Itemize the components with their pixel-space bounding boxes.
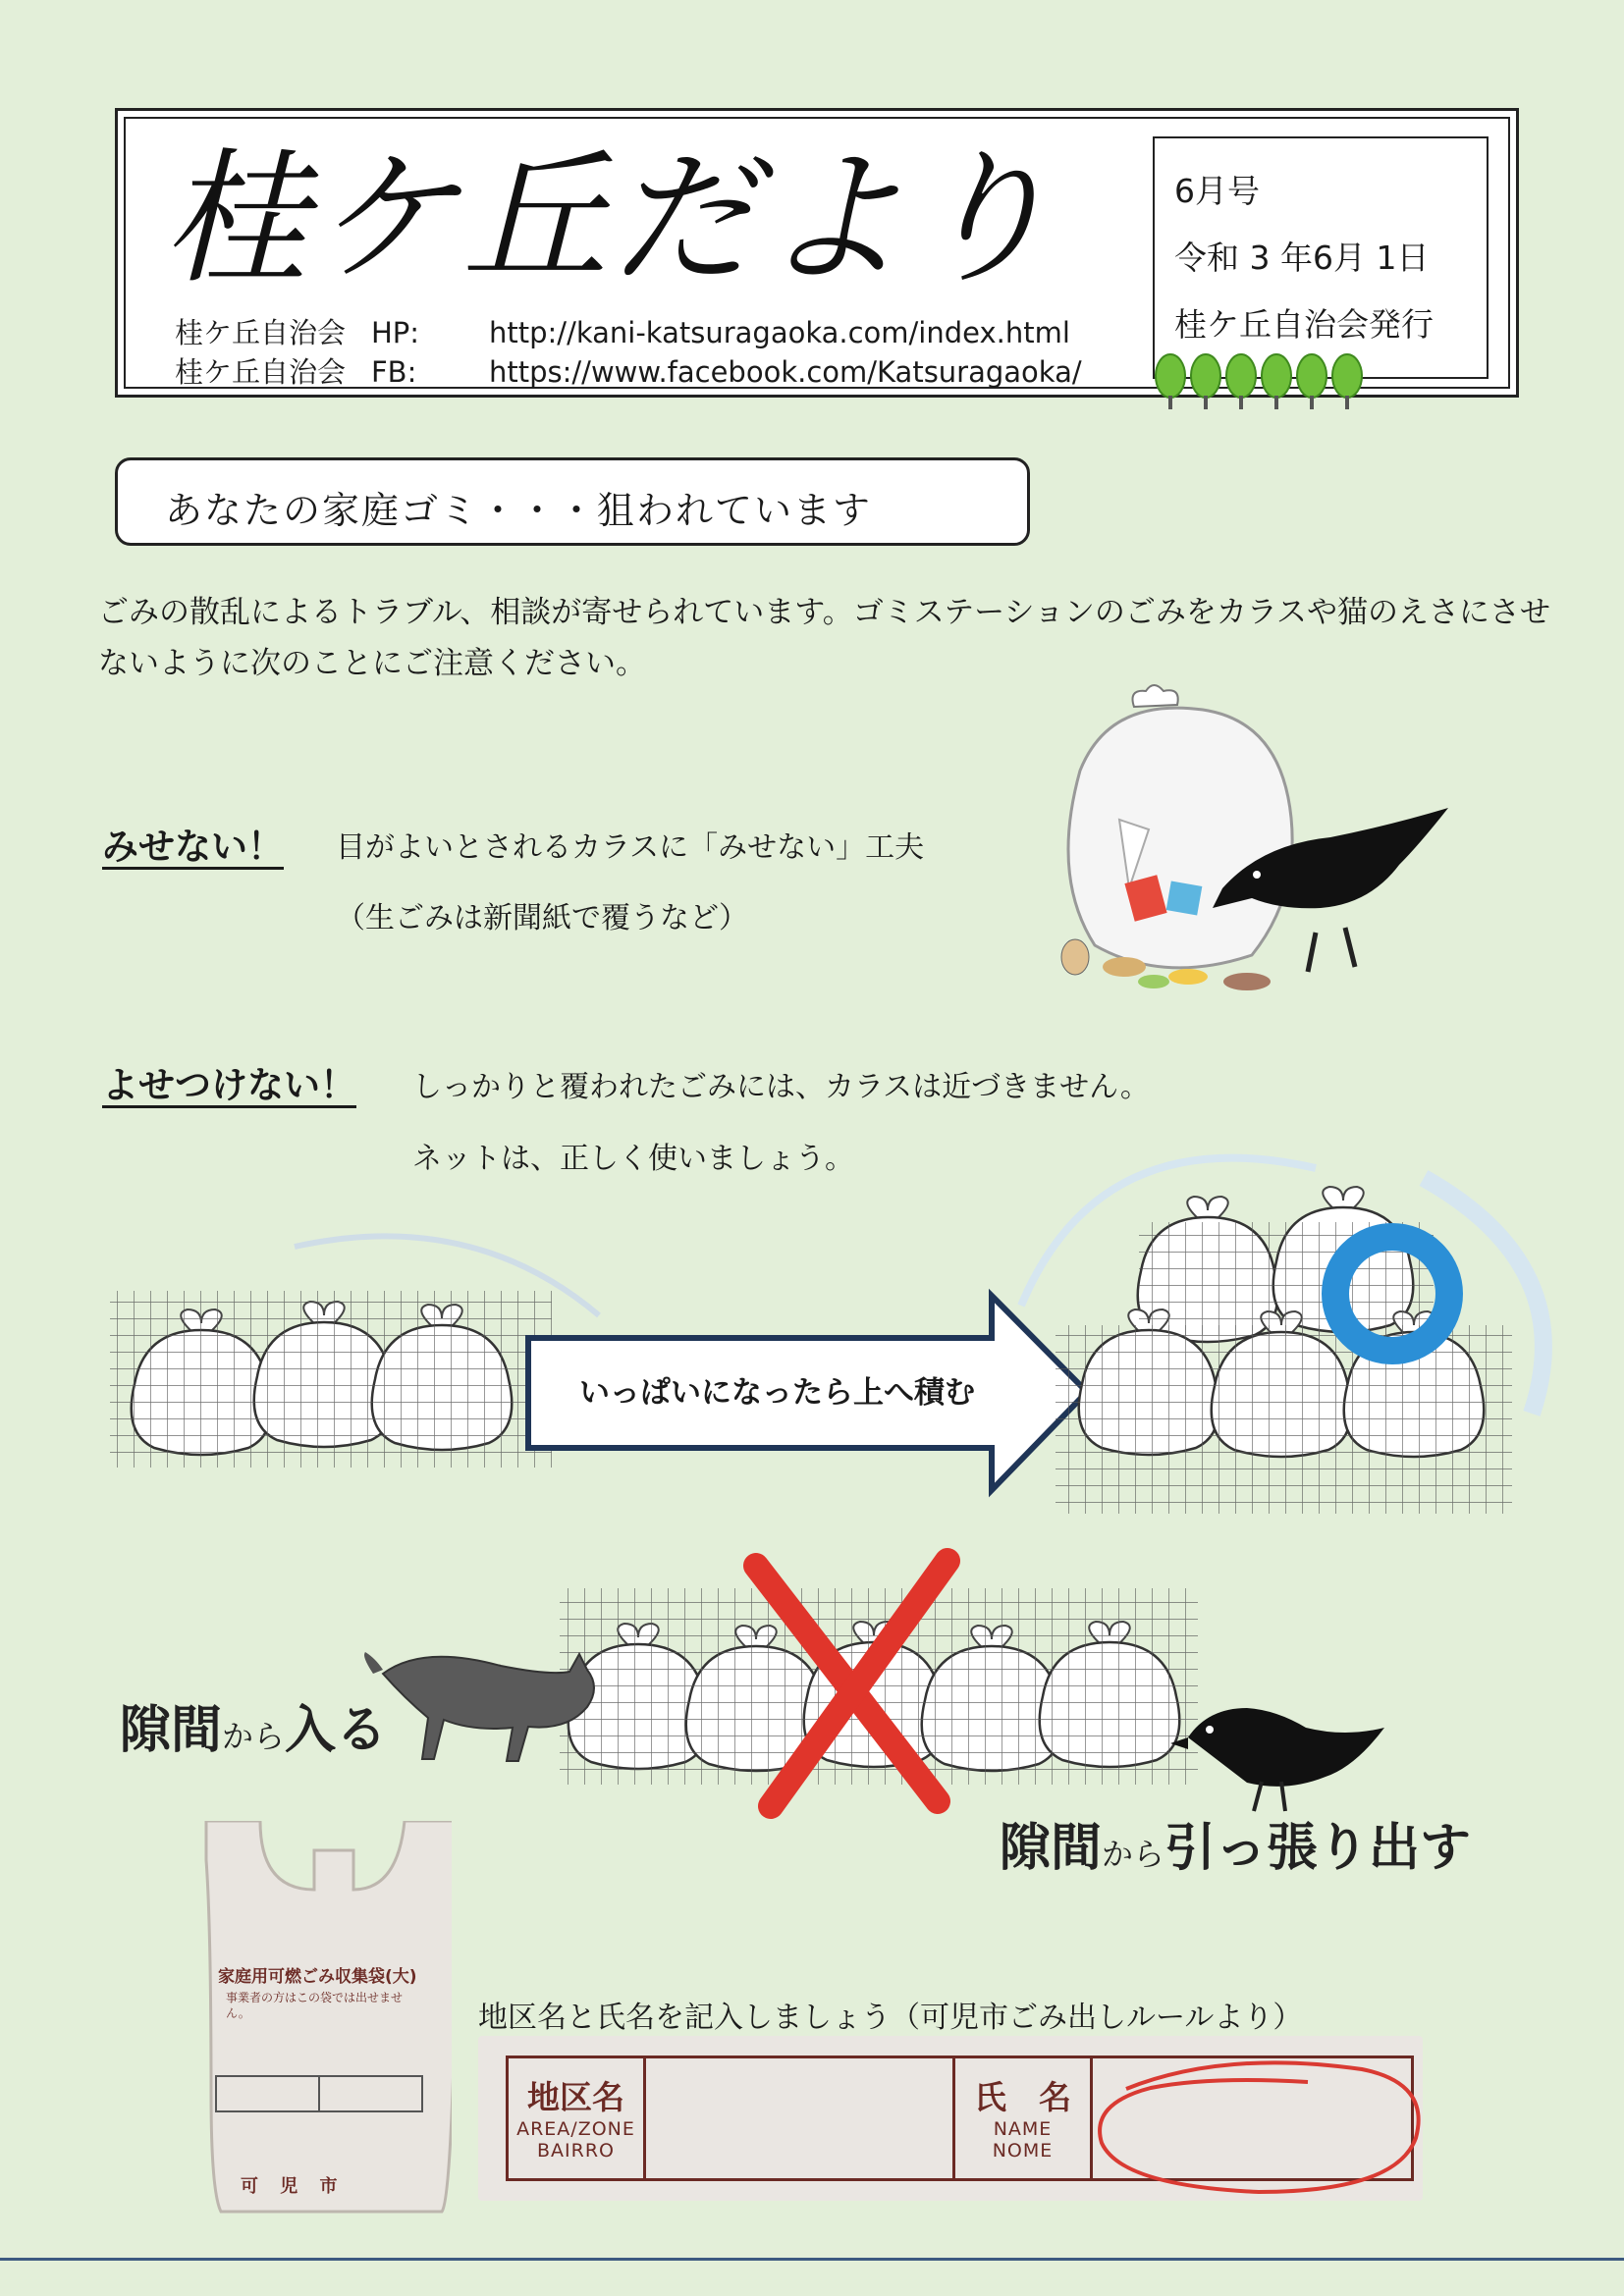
area-label: 地区名 — [527, 2078, 624, 2116]
hp-url-link[interactable]: http://kani-katsuragaoka.com/index.html — [489, 316, 1070, 349]
footer-rule — [0, 2258, 1624, 2261]
area-label-en: AREA/ZONE — [516, 2118, 635, 2140]
issue-number: 6月号 — [1174, 172, 1260, 210]
yosetsukenai-line-2: ネットは、正しく使いましょう。 — [412, 1142, 854, 1176]
issue-date: 令和 3 年6月 1日 — [1174, 239, 1430, 277]
cat-illustration — [364, 1652, 594, 1761]
crow-illustration — [1170, 1708, 1384, 1811]
misenai-line-2: （生ごみは新聞紙で覆うなど） — [336, 901, 748, 935]
link-kind: HP: — [371, 316, 420, 349]
arrow-label: いっぱいになったら上へ積む — [579, 1375, 975, 1411]
garbage-bag-photo — [187, 1821, 452, 2217]
gap-pull-part1: 隙間 — [1000, 1819, 1103, 1878]
name-label: 氏 名 — [974, 2078, 1071, 2116]
article-headline: あなたの家庭ゴミ・・・狙われています — [115, 457, 1030, 546]
misenai-line-1: 目がよいとされるカラスに「みせない」工夫 — [336, 830, 925, 865]
gap-pull-part3: 引っ張り出す — [1164, 1819, 1472, 1878]
yosetsukenai-line-1: しっかりと覆われたごみには、カラスは近づきません。 — [412, 1070, 1150, 1104]
area-label-cell — [509, 2058, 646, 2178]
name-label-pt: NOME — [992, 2140, 1054, 2162]
link-org: 桂ケ丘自治会 — [175, 316, 347, 349]
area-label-pt: BAIRRO — [537, 2140, 615, 2162]
gap-enter-part1: 隙間 — [120, 1701, 223, 1760]
bags-under-net-right — [1021, 1158, 1543, 1514]
name-label-en: NAME — [993, 2118, 1053, 2140]
gap-enter-part3: 入る — [285, 1701, 388, 1760]
bags-under-net-gap — [560, 1588, 1198, 1785]
newsletter-title: 桂ケ丘だより — [163, 134, 1058, 303]
highlight-circle-icon — [1087, 2050, 1426, 2197]
bag-city: 可 児 市 — [241, 2176, 346, 2197]
gap-enter-part2: から — [222, 1718, 286, 1755]
fb-url-link[interactable]: https://www.facebook.com/Katsuragaoka/ — [489, 355, 1082, 389]
link-kind: FB: — [371, 355, 417, 389]
gap-enter-label — [120, 1688, 387, 1762]
form-caption: 地区名と氏名を記入しましょう（可児市ごみ出しルールより） — [478, 2001, 1303, 2035]
area-input-cell[interactable] — [646, 2058, 955, 2178]
name-field-strip — [478, 2036, 1423, 2201]
gap-pull-part2: から — [1102, 1836, 1165, 1873]
heading-misenai: みせない！ — [102, 826, 284, 868]
link-org: 桂ケ丘自治会 — [175, 355, 347, 389]
bag-subtitle: 事業者の方はこの袋では出せません。 — [226, 1991, 404, 2020]
publisher: 桂ケ丘自治会発行 — [1174, 305, 1434, 344]
intro-paragraph: ごみの散乱によるトラブル、相談が寄せられています。ゴミステーションのごみをカラスや猫のえさにさせないように次のことにご注意ください。 — [98, 595, 1551, 681]
name-label-cell — [955, 2058, 1093, 2178]
gap-pull-label — [1000, 1806, 1471, 1880]
heading-yosetsukenai: よせつけない！ — [102, 1064, 356, 1106]
bag-title: 家庭用可燃ごみ収集袋(大) — [218, 1967, 417, 1987]
